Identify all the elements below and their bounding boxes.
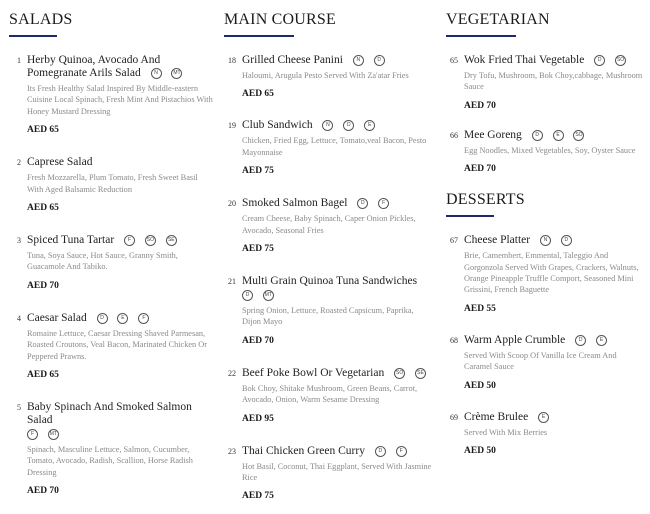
item-name: Mee Goreng D E SO (464, 128, 583, 141)
item-name: Club Sandwich N D E (242, 119, 434, 132)
allergen-icon-so: SO (394, 368, 405, 379)
item-name: Caprese Salad (27, 156, 93, 169)
section-underline (446, 215, 494, 217)
allergen-icon-e: E (553, 130, 564, 141)
item-name: Spiced Tuna Tartar F SO SE (27, 234, 214, 247)
item-number: 2 (17, 158, 21, 168)
menu-item (446, 54, 646, 111)
allergen-icon-d: D (561, 235, 572, 246)
allergen-icon-d: D (97, 313, 108, 324)
allergen-icon-d: D (575, 335, 586, 346)
item-description: Cream Cheese, Baby Spinach, Caper Onion Pickles, Avocado, Seasonal Fries (242, 214, 416, 235)
section-underline (9, 35, 57, 37)
item-number: 21 (228, 277, 236, 287)
allergen-icon-d: D (594, 55, 605, 66)
allergen-icon-n: N (540, 235, 551, 246)
item-number: 5 (17, 403, 21, 413)
salads-column (9, 0, 214, 496)
item-name: Multi Grain Quinoa Tuna Sandwiches D MT (242, 275, 434, 302)
menu-item (446, 129, 646, 174)
allergen-icon-d: D (374, 55, 385, 66)
item-number: 20 (228, 199, 236, 209)
section-title-desserts: DESSERTS (446, 191, 525, 209)
allergen-icon-so: SO (615, 55, 626, 66)
item-price: AED 70 (27, 280, 59, 291)
menu-item (224, 367, 434, 424)
main-course-column (224, 0, 434, 501)
item-description: Spring Onion, Lettuce, Roasted Capsicum, Paprika, Dijon Mayo (242, 306, 414, 327)
item-description: Served With Mix Berries (464, 427, 548, 437)
item-name: Wok Fried Thai Vegetable D SO (464, 54, 625, 66)
allergen-icon-n: N (322, 120, 333, 131)
item-number: 1 (17, 56, 21, 65)
allergen-icon-f: F (396, 446, 407, 457)
item-number: 65 (450, 56, 458, 65)
menu-item (446, 334, 646, 391)
item-price: AED 65 (242, 89, 274, 100)
menu-item (446, 234, 646, 314)
item-description: Spinach, Masculine Lettuce, Salmon, Cucumber, Tomato, Avocado, Radish, Scallion, Horse Radish Dressing (27, 445, 193, 477)
allergen-icon-se: SE (166, 235, 177, 246)
item-price: AED 70 (464, 100, 496, 111)
item-price: AED 65 (27, 125, 59, 136)
item-description: Hot Basil, Coconut, Thai Eggplant, Served With Jasmine Rice (242, 461, 432, 483)
allergen-icon-so: SO (573, 130, 584, 141)
item-number: 22 (228, 368, 236, 378)
item-price: AED 65 (27, 370, 59, 381)
vegetarian-desserts-column (446, 0, 646, 456)
item-description: Its Fresh Healthy Salad Inspired By Middle-eastern Cuisine Local Spinach, Fresh Mint And Pistachios With Honey Mustard Dressing (27, 84, 213, 116)
item-name: Caesar Salad D E F (27, 312, 214, 325)
item-number: 18 (228, 56, 236, 65)
item-price: AED 70 (464, 164, 496, 175)
item-name: Smoked Salmon Bagel D F (242, 197, 434, 210)
allergen-icon-n: N (353, 55, 364, 66)
section-underline (446, 35, 516, 37)
menu-item (224, 54, 434, 99)
allergen-icon-e: E (596, 335, 607, 346)
allergen-icon-f: F (378, 198, 389, 209)
menu-item (9, 401, 214, 496)
item-name: Grilled Cheese Panini N D (242, 54, 434, 67)
menu-item (446, 411, 646, 456)
item-price: AED 55 (464, 303, 496, 314)
item-number: 4 (17, 313, 21, 323)
allergen-icon-f: F (27, 429, 38, 440)
menu-item (9, 234, 214, 291)
item-price: AED 75 (242, 166, 274, 177)
menu-item (9, 312, 214, 380)
item-name: Beef Poke Bowl Or Vegetarian SO SE (242, 367, 434, 380)
section-title-salads: SALADS (9, 11, 73, 28)
item-number: 19 (228, 121, 236, 131)
allergen-icon-d: D (357, 198, 368, 209)
item-price: AED 95 (242, 413, 274, 424)
allergen-icon-d: D (242, 290, 253, 301)
item-number: 23 (228, 446, 236, 456)
menu-item (224, 197, 434, 254)
allergen-icon-se: SE (415, 368, 426, 379)
item-name: Herby Quinoa, Avocado And Pomegranate Arils Salad N MT (27, 54, 181, 79)
section-underline (224, 35, 294, 37)
item-price: AED 65 (27, 203, 59, 214)
item-number: 67 (450, 236, 458, 246)
section-title-vegetarian: VEGETARIAN (446, 11, 550, 28)
item-description: Fresh Mozzarella, Plum Tomato, Fresh Sweet Basil With Aged Balsamic Reduction (27, 173, 198, 194)
allergen-icon-e: E (117, 313, 128, 324)
item-name: Crème Brulee E (464, 411, 646, 424)
item-number: 3 (17, 236, 21, 246)
item-name: Cheese Platter N D (464, 234, 646, 247)
allergen-icon-d: D (375, 446, 386, 457)
item-description: Haloumi, Arugula Pesto Served With Za'atar Fries (242, 71, 409, 80)
item-price: AED 50 (464, 446, 496, 457)
item-name: Warm Apple Crumble D E (464, 334, 646, 347)
item-description: Brie, Camembert, Emmental, Taleggio And Gorgonzola Served With Grapes, Crackers, Walnuts, Orange Pineapple Truffle Comport, Seasoned Mini Grissini, French Baguette (464, 251, 639, 295)
menu-item (9, 54, 214, 135)
allergen-icon-f: F (124, 235, 135, 246)
item-description: Served With Scoop Of Vanilla Ice Cream And Caramel Sauce (464, 350, 617, 372)
item-number: 69 (450, 412, 458, 422)
menu-item (224, 445, 434, 502)
allergen-icon-e: E (364, 120, 375, 131)
allergen-icon-d: D (343, 120, 354, 131)
item-description: Bok Choy, Shitake Mushroom, Green Beans, Carrot, Avocado, Onion, Warm Sesame Dressing (242, 383, 418, 405)
section-title-main-course: MAIN COURSE (224, 11, 336, 28)
item-name: Thai Chicken Green Curry D F (242, 445, 434, 458)
allergen-icon-mt: MT (48, 429, 59, 440)
item-price: AED 75 (242, 244, 274, 255)
allergen-icon-mt: MT (171, 68, 182, 79)
item-name: Baby Spinach And Smoked Salmon Salad F MT (27, 401, 214, 441)
allergen-icon-so: SO (145, 235, 156, 246)
menu-item (224, 275, 434, 346)
item-description: Romaine Lettuce, Caesar Dressing Shaved Parmesan, Roasted Croutons, Veal Bacon, Marinated Chicken Or Peppered Prawns. (27, 328, 208, 361)
allergen-icon-f: F (138, 313, 149, 324)
item-price: AED 75 (242, 491, 274, 502)
item-description: Egg Noodles, Mixed Vegetables, Soy, Oyster Sauce (464, 145, 636, 155)
item-price: AED 50 (464, 380, 496, 391)
item-number: 66 (450, 130, 458, 140)
item-description: Tuna, Soya Sauce, Hot Sauce, Granny Smith, Guacamole And Tabiko. (27, 251, 178, 272)
item-description: Dry Tofu, Mushroom, Bok Choy,cabbage, Mushroom Sauce (464, 71, 643, 92)
item-number: 68 (450, 335, 458, 345)
allergen-icon-d: D (532, 130, 543, 141)
allergen-icon-e: E (538, 412, 549, 423)
allergen-icon-n: N (151, 68, 162, 79)
item-description: Chicken, Fried Egg, Lettuce, Tomato,veal Bacon, Pesto Mayonnaise (242, 136, 427, 157)
item-price: AED 70 (242, 335, 274, 346)
menu-item (224, 119, 434, 176)
menu-item (9, 156, 214, 213)
allergen-icon-mt: MT (263, 290, 274, 301)
item-price: AED 70 (27, 486, 59, 497)
